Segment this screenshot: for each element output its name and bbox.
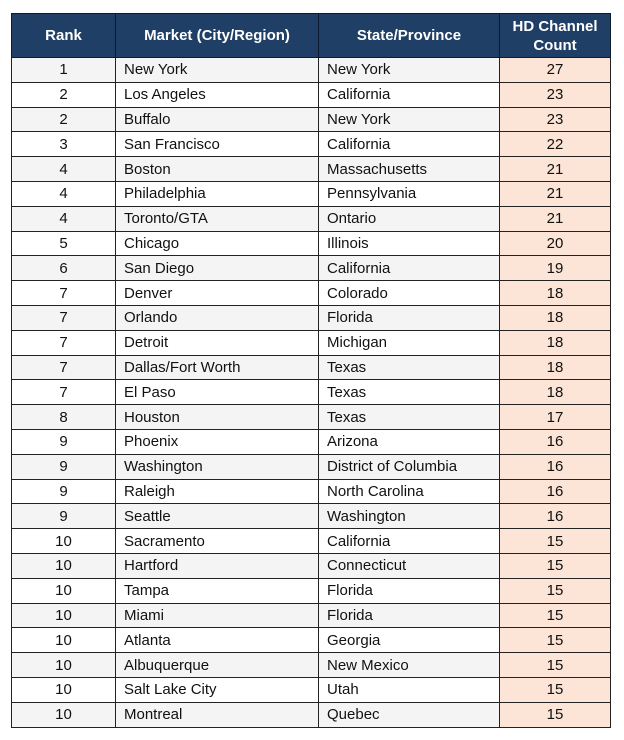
table-row (12, 58, 611, 83)
table-row (12, 231, 611, 256)
table-row (12, 157, 611, 182)
cell-count: 22 (500, 132, 611, 157)
cell-market: Chicago (116, 231, 319, 256)
cell-rank: 9 (12, 504, 116, 529)
cell-rank: 4 (12, 157, 116, 182)
table-row (12, 603, 611, 628)
cell-state: Florida (319, 603, 500, 628)
cell-state: Georgia (319, 628, 500, 653)
cell-market: San Diego (116, 256, 319, 281)
cell-state: Massachusetts (319, 157, 500, 182)
cell-state: California (319, 132, 500, 157)
cell-rank: 5 (12, 231, 116, 256)
table-row (12, 82, 611, 107)
cell-count: 27 (500, 58, 611, 83)
cell-state: Florida (319, 578, 500, 603)
cell-rank: 10 (12, 653, 116, 678)
cell-market: Toronto/GTA (116, 206, 319, 231)
cell-rank: 6 (12, 256, 116, 281)
table-row (12, 132, 611, 157)
hd-channel-table (11, 13, 611, 728)
cell-market: Houston (116, 405, 319, 430)
cell-market: Orlando (116, 305, 319, 330)
cell-count: 21 (500, 181, 611, 206)
cell-count: 23 (500, 107, 611, 132)
table-row (12, 628, 611, 653)
cell-rank: 7 (12, 281, 116, 306)
cell-state: Washington (319, 504, 500, 529)
cell-count: 16 (500, 429, 611, 454)
header-state: State/Province (319, 14, 500, 58)
header-count: HD Channel Count (500, 14, 611, 58)
cell-state: Texas (319, 355, 500, 380)
header-row (12, 14, 611, 58)
cell-rank: 3 (12, 132, 116, 157)
cell-state: Quebec (319, 702, 500, 727)
cell-count: 16 (500, 454, 611, 479)
cell-rank: 4 (12, 181, 116, 206)
cell-state: Florida (319, 305, 500, 330)
cell-state: Texas (319, 380, 500, 405)
cell-state: California (319, 256, 500, 281)
cell-state: California (319, 82, 500, 107)
cell-count: 21 (500, 206, 611, 231)
cell-rank: 8 (12, 405, 116, 430)
cell-market: Tampa (116, 578, 319, 603)
cell-count: 19 (500, 256, 611, 281)
cell-rank: 1 (12, 58, 116, 83)
cell-count: 23 (500, 82, 611, 107)
cell-state: Arizona (319, 429, 500, 454)
table-body (12, 58, 611, 728)
cell-count: 18 (500, 305, 611, 330)
table-row (12, 454, 611, 479)
cell-count: 18 (500, 281, 611, 306)
table-header (12, 14, 611, 58)
cell-count: 15 (500, 553, 611, 578)
cell-market: Phoenix (116, 429, 319, 454)
cell-rank: 10 (12, 677, 116, 702)
cell-market: New York (116, 58, 319, 83)
cell-state: California (319, 529, 500, 554)
table-row (12, 380, 611, 405)
cell-count: 15 (500, 529, 611, 554)
cell-market: El Paso (116, 380, 319, 405)
table-row (12, 281, 611, 306)
cell-count: 16 (500, 504, 611, 529)
cell-market: Denver (116, 281, 319, 306)
cell-market: Salt Lake City (116, 677, 319, 702)
cell-rank: 10 (12, 553, 116, 578)
cell-state: New Mexico (319, 653, 500, 678)
cell-market: Seattle (116, 504, 319, 529)
cell-state: Utah (319, 677, 500, 702)
cell-count: 15 (500, 653, 611, 678)
cell-rank: 7 (12, 305, 116, 330)
cell-market: Buffalo (116, 107, 319, 132)
cell-rank: 2 (12, 107, 116, 132)
cell-count: 18 (500, 330, 611, 355)
cell-count: 18 (500, 380, 611, 405)
table-row (12, 355, 611, 380)
cell-rank: 9 (12, 479, 116, 504)
header-rank: Rank (12, 14, 116, 58)
cell-state: Ontario (319, 206, 500, 231)
cell-count: 15 (500, 603, 611, 628)
table-row (12, 677, 611, 702)
cell-market: Philadelphia (116, 181, 319, 206)
cell-state: Pennsylvania (319, 181, 500, 206)
table-row (12, 653, 611, 678)
cell-state: District of Columbia (319, 454, 500, 479)
cell-market: Miami (116, 603, 319, 628)
cell-market: Washington (116, 454, 319, 479)
cell-rank: 10 (12, 529, 116, 554)
table-row (12, 305, 611, 330)
cell-market: Albuquerque (116, 653, 319, 678)
table-row (12, 330, 611, 355)
cell-state: Michigan (319, 330, 500, 355)
table-row (12, 181, 611, 206)
table-row (12, 429, 611, 454)
cell-count: 21 (500, 157, 611, 182)
cell-count: 15 (500, 702, 611, 727)
cell-state: Illinois (319, 231, 500, 256)
cell-count: 18 (500, 355, 611, 380)
cell-state: Colorado (319, 281, 500, 306)
table-row (12, 479, 611, 504)
cell-market: Raleigh (116, 479, 319, 504)
cell-rank: 7 (12, 330, 116, 355)
cell-rank: 10 (12, 578, 116, 603)
cell-rank: 10 (12, 628, 116, 653)
cell-state: North Carolina (319, 479, 500, 504)
table-row (12, 553, 611, 578)
cell-count: 17 (500, 405, 611, 430)
cell-market: Detroit (116, 330, 319, 355)
cell-state: New York (319, 107, 500, 132)
cell-market: Dallas/Fort Worth (116, 355, 319, 380)
cell-rank: 4 (12, 206, 116, 231)
cell-market: Atlanta (116, 628, 319, 653)
cell-rank: 10 (12, 702, 116, 727)
cell-rank: 2 (12, 82, 116, 107)
cell-count: 15 (500, 578, 611, 603)
cell-state: Connecticut (319, 553, 500, 578)
table-row (12, 529, 611, 554)
cell-count: 15 (500, 677, 611, 702)
table-row (12, 578, 611, 603)
cell-market: Sacramento (116, 529, 319, 554)
cell-count: 15 (500, 628, 611, 653)
cell-rank: 9 (12, 454, 116, 479)
table-row (12, 405, 611, 430)
cell-rank: 7 (12, 380, 116, 405)
table-row (12, 256, 611, 281)
cell-count: 16 (500, 479, 611, 504)
table-row (12, 504, 611, 529)
table-row (12, 206, 611, 231)
cell-rank: 7 (12, 355, 116, 380)
cell-market: Montreal (116, 702, 319, 727)
cell-state: New York (319, 58, 500, 83)
cell-state: Texas (319, 405, 500, 430)
cell-market: San Francisco (116, 132, 319, 157)
table-row (12, 702, 611, 727)
cell-rank: 10 (12, 603, 116, 628)
cell-rank: 9 (12, 429, 116, 454)
cell-market: Boston (116, 157, 319, 182)
table-row (12, 107, 611, 132)
cell-market: Hartford (116, 553, 319, 578)
cell-market: Los Angeles (116, 82, 319, 107)
cell-count: 20 (500, 231, 611, 256)
header-market: Market (City/Region) (116, 14, 319, 58)
